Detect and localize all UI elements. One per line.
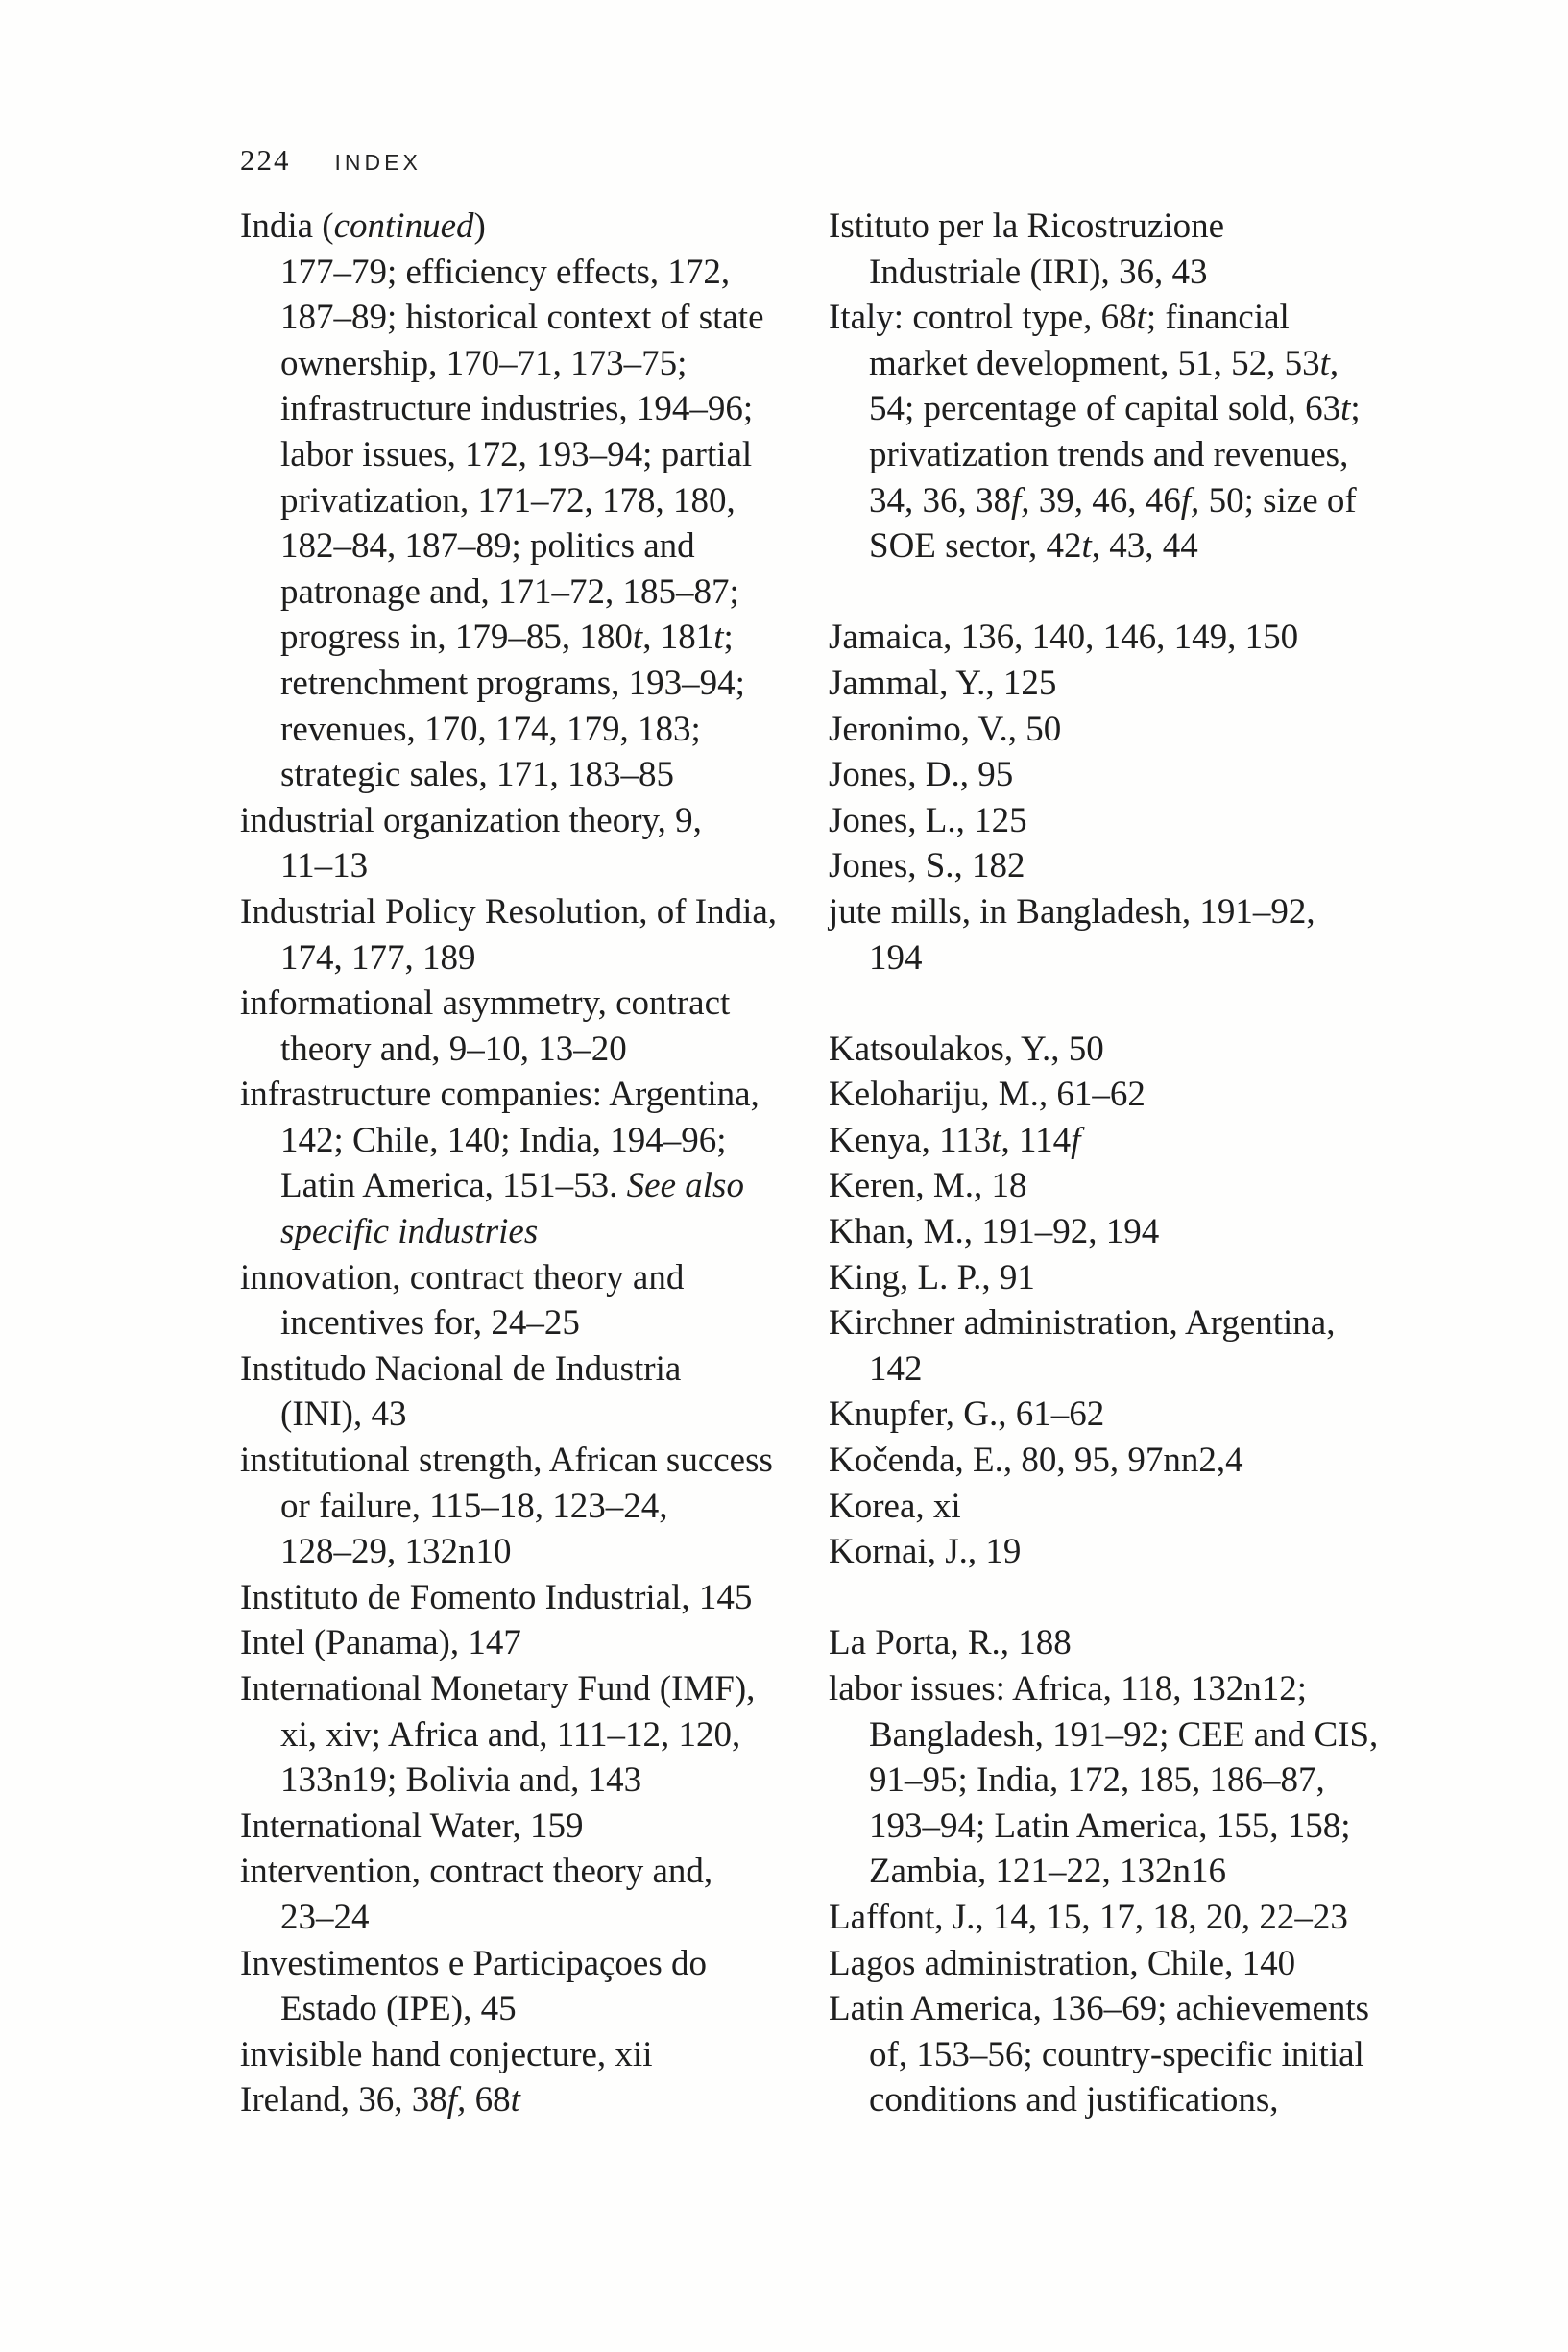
index-line <box>240 1941 826 1987</box>
index-line <box>829 2032 1443 2078</box>
index-line <box>240 1072 826 1118</box>
index-line-text: privatization, 171–72, 178, 180, <box>280 480 736 521</box>
index-line <box>240 752 826 798</box>
index-line <box>240 341 826 387</box>
index-line <box>829 661 1443 707</box>
index-line-text: Kenya, 113 <box>829 1120 992 1160</box>
page-number: 224 <box>240 143 291 177</box>
index-line-text: 68 <box>466 2080 511 2121</box>
index-line-text: , 181 <box>642 618 714 658</box>
index-line <box>240 1575 826 1621</box>
index-line-text: Bangladesh, 191–92; CEE and CIS, <box>869 1714 1379 1755</box>
index-line-text: 39, 46, 46 <box>1029 480 1181 521</box>
index-line <box>240 935 826 982</box>
index-line <box>240 1255 826 1301</box>
index-line <box>240 386 826 432</box>
index-line-text: India ( <box>240 206 334 246</box>
index-line <box>829 1072 1443 1118</box>
index-line-text: Italy: control type, 68 <box>829 298 1137 338</box>
index-line-text: Kirchner administration, Argentina, <box>829 1303 1336 1344</box>
blank-line <box>829 1575 1443 1621</box>
index-line <box>240 1209 826 1255</box>
index-line <box>829 1712 1443 1758</box>
index-line-text: 91–95; India, 172, 185, 186–87, <box>869 1760 1325 1801</box>
index-line <box>240 1118 826 1164</box>
index-line <box>240 1484 826 1530</box>
index-line <box>240 250 826 296</box>
index-line <box>240 204 826 250</box>
index-line <box>829 615 1443 661</box>
index-line-text: 133n19; Bolivia and, 143 <box>280 1760 642 1801</box>
index-line <box>240 570 826 616</box>
index-line-text: 174, 177, 189 <box>280 937 476 978</box>
index-line-text: Jamaica, 136, 140, 146, 149, 150 <box>829 618 1299 658</box>
running-head-title: INDEX <box>334 150 422 175</box>
index-line <box>829 1438 1443 1484</box>
index-line-italic-text: t <box>632 618 643 658</box>
index-line-text: Kornai, J., 19 <box>829 1532 1022 1572</box>
index-line-text: Laffont, J., 14, 15, 17, 18, 20, 22–23 <box>829 1897 1348 1937</box>
index-line <box>240 1712 826 1758</box>
index-line <box>240 889 826 935</box>
index-line-text: Khan, M., 191–92, 194 <box>829 1212 1160 1252</box>
index-line <box>240 707 826 753</box>
index-line-text: Keren, M., 18 <box>829 1166 1027 1206</box>
index-line-text: Ireland, 36, 38 <box>240 2080 447 2121</box>
index-line-text: 177–79; efficiency effects, 172, <box>280 252 731 292</box>
index-line <box>829 843 1443 889</box>
index-line-italic-text: specific industries <box>280 1212 539 1252</box>
index-line <box>829 2077 1443 2123</box>
index-line <box>240 295 826 341</box>
index-line-italic-text: t <box>510 2080 520 2121</box>
index-line <box>829 798 1443 844</box>
index-line <box>829 707 1443 753</box>
index-line-text: revenues, 170, 174, 179, 183; <box>280 709 701 749</box>
index-line <box>829 889 1443 935</box>
index-line <box>829 1209 1443 1255</box>
index-line-text: 128–29, 132n10 <box>280 1532 512 1572</box>
index-line <box>829 935 1443 982</box>
index-line-text: 182–84, 187–89; politics and <box>280 526 695 567</box>
index-line <box>240 1804 826 1850</box>
index-line-text: 23–24 <box>280 1897 370 1937</box>
index-line <box>240 1438 826 1484</box>
index-line <box>240 1666 826 1712</box>
index-line-text: progress in, 179–85, 180 <box>280 618 633 658</box>
index-line-text: of, 153–56; country-specific initial <box>869 2034 1364 2074</box>
index-line <box>829 1620 1443 1666</box>
index-line-text: xi, xiv; Africa and, 111–12, 120, <box>280 1714 741 1755</box>
index-line <box>829 1255 1443 1301</box>
index-line <box>829 1941 1443 1987</box>
index-line <box>829 1484 1443 1530</box>
index-line-text: Estado (IPE), 45 <box>280 1989 517 2029</box>
index-line-text: , <box>1329 343 1339 383</box>
index-line-text: , 114 <box>1001 1120 1072 1160</box>
index-line <box>240 798 826 844</box>
index-line-text: SOE sector, 42 <box>869 526 1082 567</box>
index-line <box>240 981 826 1027</box>
index-line <box>829 752 1443 798</box>
index-line-text: strategic sales, 171, 183–85 <box>280 755 674 795</box>
index-line-text: infrastructure companies: Argentina, <box>240 1075 760 1115</box>
index-line <box>240 1392 826 1438</box>
index-line-text: ; financial <box>1146 298 1290 338</box>
index-line-text: King, L. P., 91 <box>829 1257 1035 1297</box>
index-line-text: Intel (Panama), 147 <box>240 1623 521 1663</box>
index-line <box>829 523 1443 570</box>
index-line-text: Kočenda, E., 80, 95, 97nn2,4 <box>829 1441 1243 1481</box>
index-line <box>240 1300 826 1346</box>
index-line <box>829 1895 1443 1941</box>
index-line-text: conditions and justifications, <box>869 2080 1279 2121</box>
index-line-text: or failure, 115–18, 123–24, <box>280 1486 668 1526</box>
index-line <box>240 523 826 570</box>
index-line-italic-text: continued <box>333 206 474 246</box>
index-line-italic-text: t <box>991 1120 1001 1160</box>
index-line <box>829 204 1443 250</box>
index-line-text: labor issues: Africa, 118, 132n12; <box>829 1669 1308 1709</box>
index-line-text: Instituto de Fomento Industrial, 145 <box>240 1577 753 1617</box>
index-line-text: ) <box>473 206 486 246</box>
index-line <box>829 250 1443 296</box>
index-line-text: jute mills, in Bangladesh, 191–92, <box>829 891 1315 932</box>
index-line-italic-text: f <box>1071 1120 1081 1160</box>
index-line-text: , 43, 44 <box>1091 526 1198 567</box>
index-line-text: Katsoulakos, Y., 50 <box>829 1029 1104 1069</box>
index-line <box>240 1986 826 2032</box>
index-line <box>829 1392 1443 1438</box>
index-line-text: incentives for, 24–25 <box>280 1303 580 1344</box>
index-line-text: Jammal, Y., 125 <box>829 663 1057 703</box>
index-line-text: theory and, 9–10, 13–20 <box>280 1029 627 1069</box>
index-column-left <box>240 204 826 2123</box>
index-line-text: Jeronimo, V., 50 <box>829 709 1062 749</box>
index-line-text: 34, 36, 38 <box>869 480 1011 521</box>
index-line <box>240 478 826 524</box>
index-line-italic-text: t <box>1136 298 1146 338</box>
index-line-text: industrial organization theory, 9, <box>240 800 702 840</box>
index-line-text: 187–89; historical context of state <box>280 298 764 338</box>
index-line <box>240 1895 826 1941</box>
index-line-italic-text: t <box>713 618 724 658</box>
index-line-text: infrastructure industries, 194–96; <box>280 389 754 429</box>
index-line <box>829 1529 1443 1575</box>
index-line-text: intervention, contract theory and, <box>240 1852 713 1892</box>
index-column-right <box>829 204 1443 2123</box>
index-line <box>829 386 1443 432</box>
index-line-text: La Porta, R., 188 <box>829 1623 1072 1663</box>
index-line <box>829 1666 1443 1712</box>
index-line <box>829 1804 1443 1850</box>
index-line <box>240 2032 826 2078</box>
index-line-italic-text: f, <box>446 2080 467 2121</box>
blank-line <box>829 570 1443 616</box>
index-line-text: Knupfer, G., 61–62 <box>829 1394 1105 1435</box>
index-line-text: invisible hand conjecture, xii <box>240 2034 653 2074</box>
index-line-text: Lagos administration, Chile, 140 <box>829 1943 1296 1983</box>
index-line-text: 50; size of <box>1199 480 1357 521</box>
index-line-text: informational asymmetry, contract <box>240 983 731 1024</box>
index-line <box>240 1849 826 1895</box>
index-line <box>240 1620 826 1666</box>
index-line-text: privatization trends and revenues, <box>869 434 1349 474</box>
index-line-text: Latin America, 136–69; achievements <box>829 1989 1370 2029</box>
index-line-text: Korea, xi <box>829 1486 961 1526</box>
index-line <box>829 341 1443 387</box>
index-line <box>829 432 1443 478</box>
index-line-text: International Monetary Fund (IMF), <box>240 1669 756 1709</box>
index-line <box>240 2077 826 2123</box>
index-line-text: innovation, contract theory and <box>240 1257 685 1297</box>
index-line <box>829 1986 1443 2032</box>
index-line <box>829 1300 1443 1346</box>
index-line <box>829 1346 1443 1393</box>
index-line-text: Istituto per la Ricostruzione <box>829 206 1225 246</box>
index-line-text: International Water, 159 <box>240 1806 584 1846</box>
index-line-italic-text: t <box>1081 526 1092 567</box>
index-line-text: Investimentos e Participaçoes do <box>240 1943 708 1983</box>
index-line-text: 193–94; Latin America, 155, 158; <box>869 1806 1351 1846</box>
index-line-italic-text: See also <box>626 1166 744 1206</box>
index-line-text: Jones, L., 125 <box>829 800 1027 840</box>
index-line-text: 142; Chile, 140; India, 194–96; <box>280 1120 727 1160</box>
index-line <box>240 1758 826 1804</box>
index-line <box>829 1027 1443 1073</box>
index-line-text: Jones, D., 95 <box>829 755 1014 795</box>
index-line <box>240 1529 826 1575</box>
index-line-text: 194 <box>869 937 923 978</box>
index-line <box>829 478 1443 524</box>
index-line-text: Industrial Policy Resolution, of India, <box>240 891 778 932</box>
index-line <box>829 1758 1443 1804</box>
index-line-italic-text: f, <box>1180 480 1200 521</box>
index-line-text: Jones, S., 182 <box>829 846 1025 886</box>
index-line-italic-text: f, <box>1011 480 1030 521</box>
index-line-text: 54; percentage of capital sold, 63 <box>869 389 1341 429</box>
index-line-italic-text: t <box>1319 343 1330 383</box>
index-line-text: Latin America, 151–53. <box>280 1166 627 1206</box>
index-line <box>829 295 1443 341</box>
index-line-text: ; <box>1350 389 1361 429</box>
index-line <box>829 1118 1443 1164</box>
index-line-italic-text: t <box>1340 389 1351 429</box>
index-line-text: 11–13 <box>280 846 369 886</box>
index-line-text: 142 <box>869 1348 923 1389</box>
index-line <box>240 615 826 661</box>
index-line <box>829 1163 1443 1209</box>
index-line-text: ; <box>723 618 734 658</box>
index-line-text: retrenchment programs, 193–94; <box>280 663 745 703</box>
index-line <box>240 1027 826 1073</box>
index-line-text: (INI), 43 <box>280 1394 407 1435</box>
index-line-text: Institudo Nacional de Industria <box>240 1348 682 1389</box>
index-line <box>240 843 826 889</box>
index-line-text: Zambia, 121–22, 132n16 <box>869 1852 1227 1892</box>
running-head <box>240 143 422 178</box>
index-line-text: Kelohariju, M., 61–62 <box>829 1075 1146 1115</box>
blank-line <box>829 981 1443 1027</box>
index-line <box>829 1849 1443 1895</box>
index-line <box>240 1163 826 1209</box>
index-line <box>240 661 826 707</box>
index-line-text: institutional strength, African success <box>240 1441 773 1481</box>
index-line <box>240 432 826 478</box>
index-line <box>240 1346 826 1393</box>
index-line-text: Industriale (IRI), 36, 43 <box>869 252 1208 292</box>
index-line-text: ownership, 170–71, 173–75; <box>280 343 688 383</box>
index-line-text: patronage and, 171–72, 185–87; <box>280 571 739 612</box>
index-line-text: labor issues, 172, 193–94; partial <box>280 434 753 474</box>
index-line-text: market development, 51, 52, 53 <box>869 343 1320 383</box>
